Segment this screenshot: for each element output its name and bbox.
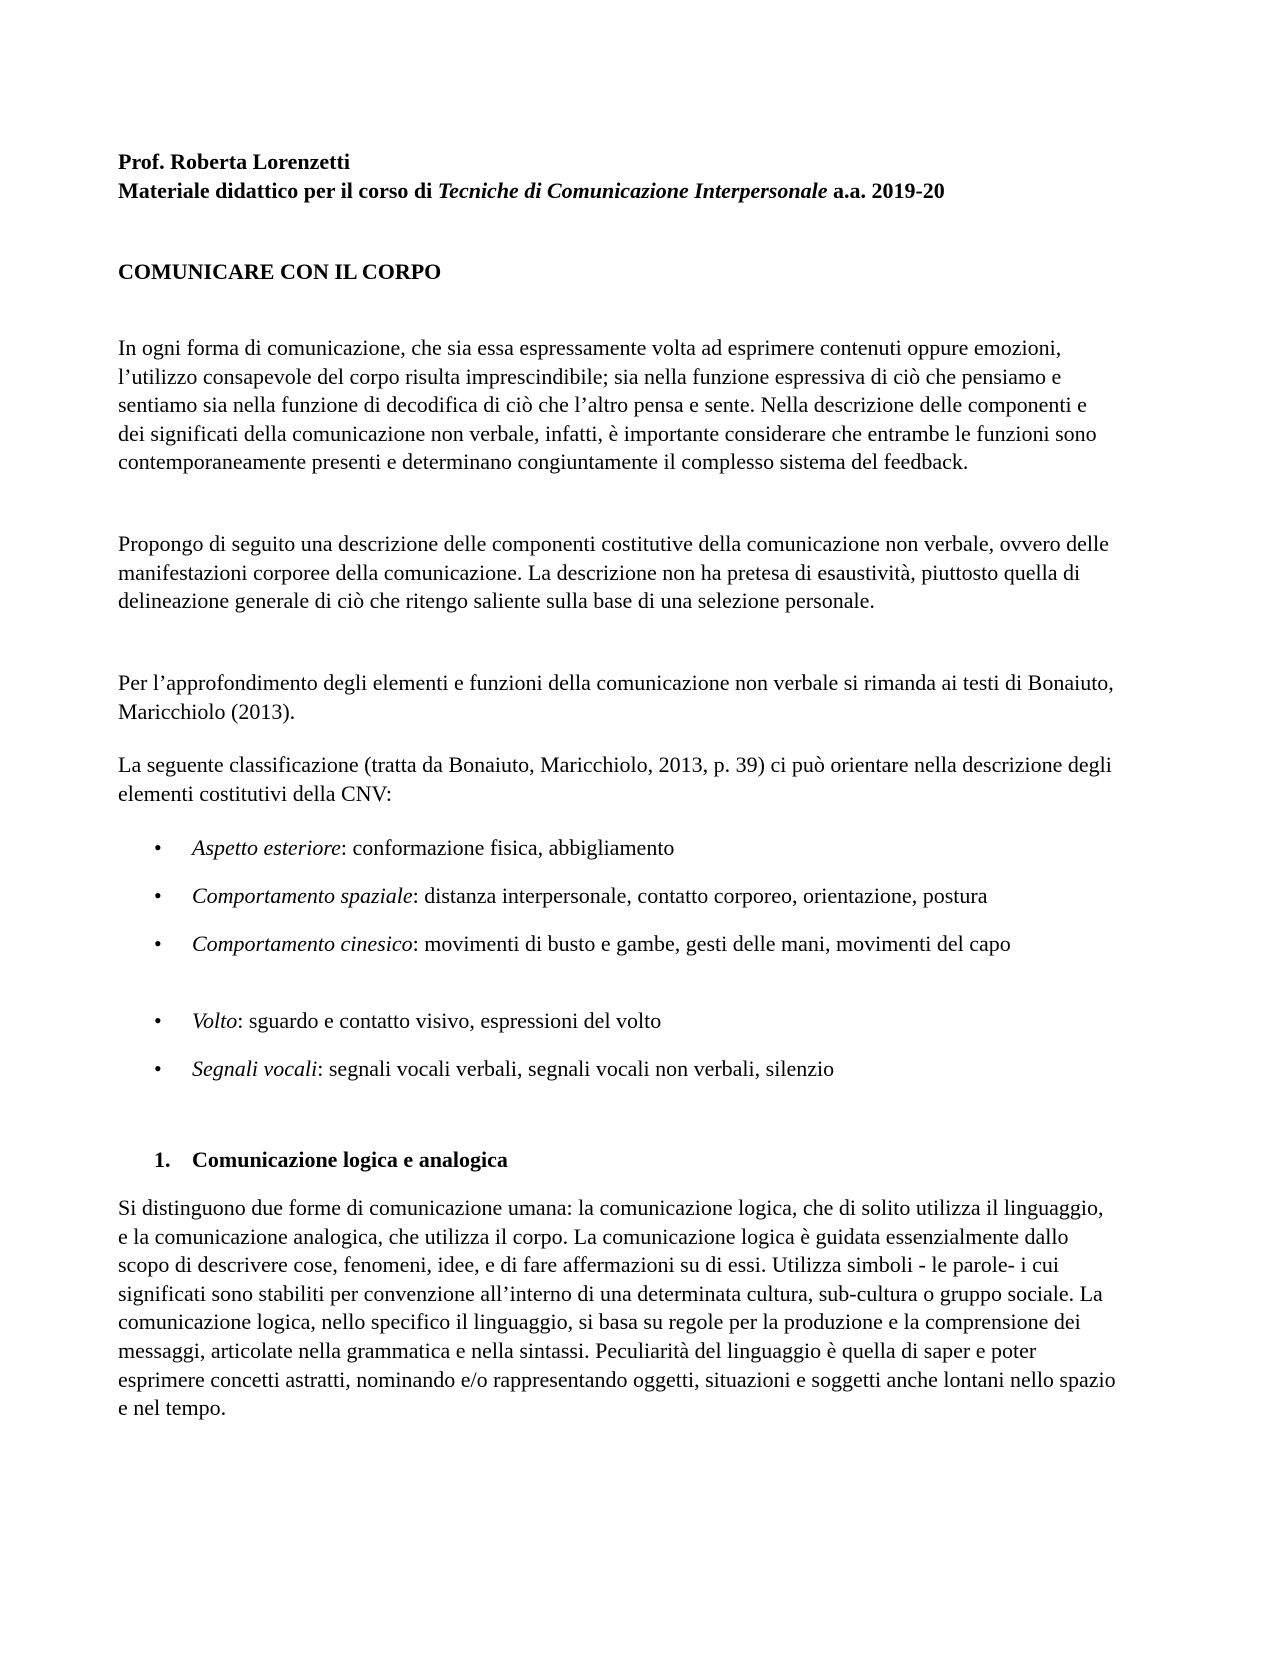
list-item-description: : sguardo e contatto visivo, espressioni del volto [237, 1008, 662, 1033]
paragraph-intro: In ogni forma di comunicazione, che sia essa espressamente volta ad esprimere contenuti oppure emozioni, l’utilizzo consapevole del corpo risulta imprescindibile; sia nella funzione espressiva di ciò che pensiamo e sentiamo sia nella funzione di decodifica di ciò che l’altro pensa e sente. Nella descrizione delle componenti e dei significati della comunicazione non verbale, infatti, è importante considerare che entrambe le funzioni sono contemporaneamente presenti e determinano congiuntamente il complesso sistema del feedback. [118, 335, 1097, 475]
section-number: 1. [154, 1147, 171, 1172]
paragraph-references: Per l’approfondimento degli elementi e funzioni della comunicazione non verbale si rimanda ai testi di Bonaiuto, Maricchiolo (2013). [118, 670, 1114, 724]
list-item-text [192, 882, 1118, 911]
author-line: Prof. Roberta Lorenzetti [118, 149, 350, 174]
list-item-description: : conformazione fisica, abbigliamento [340, 835, 675, 860]
section-title: Comunicazione logica e analogica [192, 1147, 508, 1172]
list-item-term: Comportamento cinesico [192, 931, 413, 956]
list-item-text [192, 1055, 1118, 1084]
course-line [118, 177, 1118, 206]
list-item-term: Aspetto esteriore [192, 835, 341, 860]
bullet-icon: • [154, 835, 162, 860]
list-item-term: Segnali vocali [192, 1056, 318, 1081]
list-item-text [192, 930, 1118, 959]
section-heading [154, 1146, 508, 1175]
paragraph-classification: La seguente classificazione (tratta da Bonaiuto, Maricchiolo, 2013, p. 39) ci può orientare nella descrizione degli elementi costitutivi della CNV: [118, 752, 1112, 806]
course-suffix: a.a. 2019-20 [827, 177, 945, 203]
list-item-description: : segnali vocali verbali, segnali vocali non verbali, silenzio [317, 1056, 835, 1081]
paragraph-proposal: Propongo di seguito una descrizione delle componenti costitutive della comunicazione non verbale, ovvero delle manifestazioni corporee della comunicazione. La descrizione non ha pretesa di esaustività, piuttosto quella di delineazione generale di ciò che ritengo saliente sulla base di una selezione personale. [118, 531, 1109, 614]
list-item-text [192, 834, 1118, 863]
document-title: COMUNICARE CON IL CORPO [118, 259, 442, 284]
list-item-text [192, 1007, 1118, 1036]
list-item-description: : distanza interpersonale, contatto corporeo, orientazione, postura [412, 883, 988, 908]
list-item-description: : movimenti di busto e gambe, gesti delle mani, movimenti del capo [412, 931, 1011, 956]
bullet-icon: • [154, 1008, 162, 1033]
list-item-term: Volto [192, 1008, 238, 1033]
course-prefix: Materiale didattico per il corso di [118, 177, 438, 203]
bullet-icon: • [154, 931, 162, 956]
list-item-term: Comportamento spaziale [192, 883, 413, 908]
course-name: Tecniche di Comunicazione Interpersonale [437, 177, 828, 203]
document-page [118, 148, 1118, 1421]
paragraph-section-body: Si distinguono due forme di comunicazione umana: la comunicazione logica, che di solito utilizza il linguaggio, e la comunicazione analogica, che utilizza il corpo. La comunicazione logica è guidata essenzialmente dallo scopo di descrivere cose, fenomeni, idee, e di fare affermazioni su di essi. Utilizza simboli - le parole- i cui significati sono stabiliti per convenzione all’interno di una determinata cultura, sub-cultura o gruppo sociale. La comunicazione logica, nello specifico il linguaggio, si basa su regole per la produzione e la comprensione dei messaggi, articolate nella grammatica e nella sintassi. Peculiarità del linguaggio è quella di saper e poter esprimere concetti astratti, nominando e/o rappresentando oggetti, situazioni e soggetti anche lontani nello spazio e nel tempo. [118, 1195, 1116, 1421]
bullet-icon: • [154, 1056, 162, 1081]
bullet-icon: • [154, 883, 162, 908]
